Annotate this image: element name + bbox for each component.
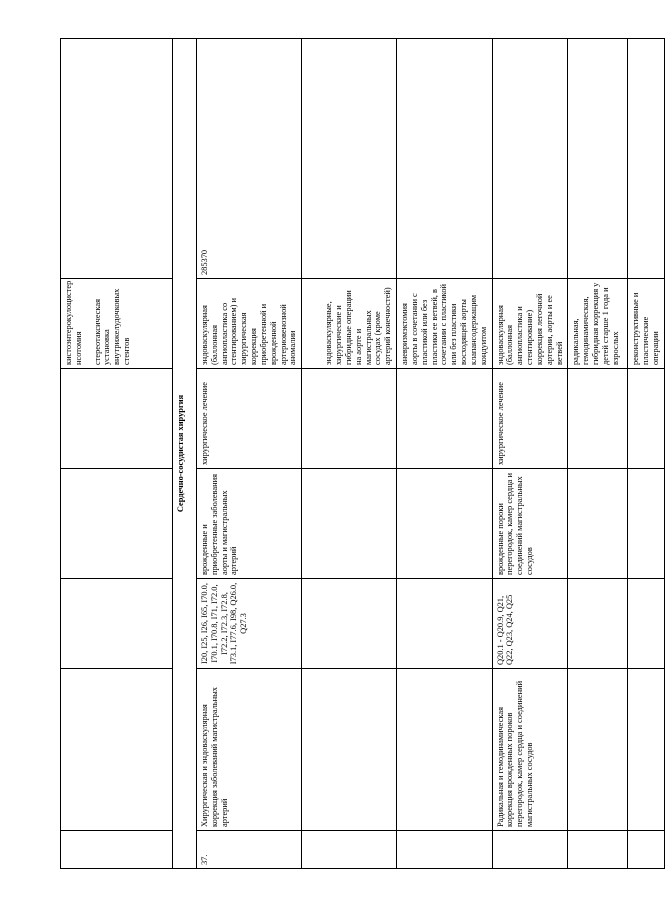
codes-cell — [628, 579, 664, 669]
table-row — [628, 39, 664, 869]
model-cell — [568, 469, 628, 579]
model-cell — [628, 469, 664, 579]
table-row — [492, 39, 568, 869]
treatment-cell — [61, 369, 173, 469]
number-cell — [628, 831, 664, 869]
medical-care-table — [60, 38, 665, 869]
method-line: кистоэнтерокулоцистер — [64, 280, 73, 365]
method-cell: эндоваскулярная (баллонная ангиопластика со стентированием) и хирургическая коррекция приобретенной и врожденной артериовенозной аномалии — [197, 279, 302, 369]
name-cell: Хирургическая и эндоваскулярная коррекция заболеваний магистральных артерий — [197, 669, 302, 831]
name-cell — [61, 669, 173, 831]
price-cell — [568, 39, 628, 279]
model-cell — [61, 469, 173, 579]
name-cell — [397, 669, 492, 831]
model-cell: врожденные пороки перегородок, камер сердца и соединений магистральных сосудов — [492, 469, 568, 579]
codes-cell — [61, 579, 173, 669]
method-cell: эндоваскулярные, хирургические и гибридные операции на аорте и магистральных сосудах (кроме артерий конечностей) — [302, 279, 397, 369]
model-cell — [302, 469, 397, 579]
treatment-cell — [628, 369, 664, 469]
number-cell — [302, 831, 397, 869]
codes-cell — [302, 579, 397, 669]
method-line: нсотомия — [73, 331, 83, 365]
treatment-cell — [397, 369, 492, 469]
table-row — [302, 39, 397, 869]
model-cell: врожденные и приобретенные заболевания аорты и магистральных артерий — [197, 469, 302, 579]
codes-cell: I20, I25, I26, I65, I70.0, I70.1, I70.8, I71, I72.0, I72.2, I72.3, I72.8, I73.1, I77.6, I98, Q26.0, Q27.3 — [197, 579, 302, 669]
method-cell: эндоваскулярная (баллонная ангиопластика и стентирование) коррекция легочной артерии, аорты и ее ветвей — [492, 279, 568, 369]
price-cell — [302, 39, 397, 279]
price-cell — [628, 39, 664, 279]
number-cell — [568, 831, 628, 869]
treatment-cell — [302, 369, 397, 469]
name-cell — [568, 669, 628, 831]
name-cell: Радикальная и гемодинамическая коррекция врожденных пороков перегородок, камер сердца и соединений магистральных сосудов — [492, 669, 568, 831]
treatment-cell: хирургическое лечение — [197, 369, 302, 469]
table-row — [197, 39, 302, 869]
model-cell — [397, 469, 492, 579]
name-cell — [302, 669, 397, 831]
price-cell — [61, 39, 173, 279]
method-cell — [61, 279, 173, 369]
codes-cell: Q20.1 - Q20.9, Q21, Q22, Q23, Q24, Q25 — [492, 579, 568, 669]
method-line: внутрижелудочковых — [112, 288, 122, 365]
price-cell — [397, 39, 492, 279]
number-cell — [61, 831, 173, 869]
treatment-cell — [568, 369, 628, 469]
number-cell — [492, 831, 568, 869]
codes-cell — [397, 579, 492, 669]
table-row — [397, 39, 492, 869]
number-cell — [397, 831, 492, 869]
table-row — [568, 39, 628, 869]
method-line: стентов — [122, 337, 132, 365]
price-cell — [492, 39, 568, 279]
method-cell: аневризмэктомия аорты в сочетании с пластикой или без пластики ее ветвей, в сочетании с пластикой или без пластики восходящей аорты клапансодержащим кондуитом — [397, 279, 492, 369]
method-line: стереотаксическая — [92, 299, 102, 365]
table-row — [61, 39, 173, 869]
method-line: установка — [102, 329, 112, 365]
price-cell: 285370 — [197, 39, 302, 279]
name-cell — [628, 669, 664, 831]
treatment-cell: хирургическое лечение — [492, 369, 568, 469]
number-cell: 37. — [197, 831, 302, 869]
section-row — [173, 39, 197, 869]
codes-cell — [568, 579, 628, 669]
method-cell: реконструктивные и пластические операции — [628, 279, 664, 369]
section-title: Сердечно-сосудистая хирургия — [173, 39, 197, 869]
method-cell: радикальная, гемодинамическая, гибридная коррекция у детей старше 1 года и взрослых — [568, 279, 628, 369]
